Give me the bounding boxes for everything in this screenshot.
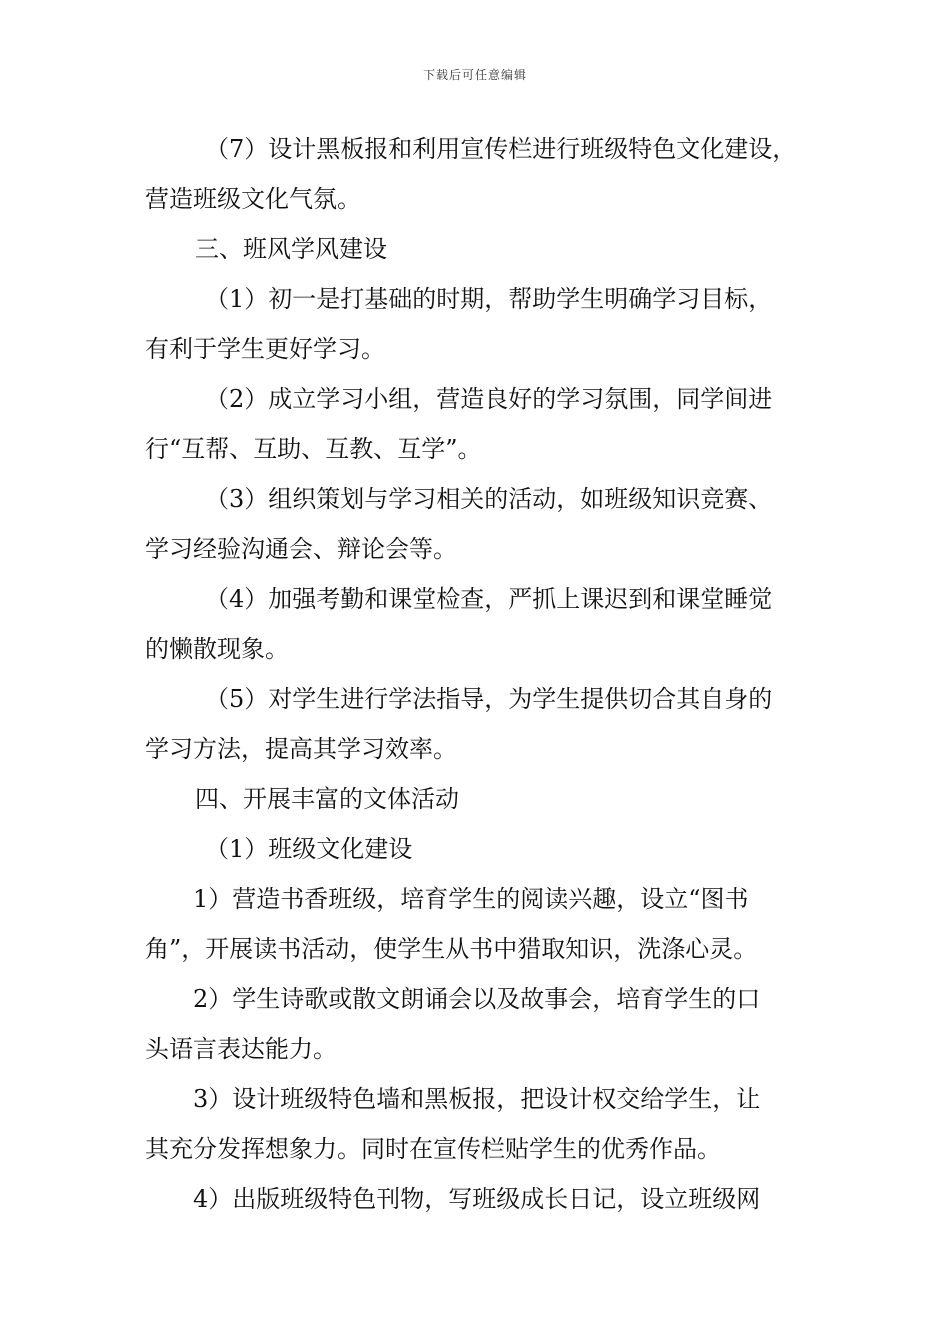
paragraph-line: （2）成立学习小组，营造良好的学习氛围，同学间进 xyxy=(205,385,773,413)
paragraph-line: 学习方法，提高其学习效率。 xyxy=(145,735,457,763)
paragraph-line: 学习经验沟通会、辩论会等。 xyxy=(145,535,457,563)
paragraph-line: 2）学生诗歌或散文朗诵会以及故事会，培育学生的口 xyxy=(193,985,761,1013)
paragraph-line: （3）组织策划与学习相关的活动，如班级知识竞赛、 xyxy=(205,485,773,513)
paragraph-line: （5）对学生进行学法指导，为学生提供切合其自身的 xyxy=(205,685,773,713)
paragraph-line: 营造班级文化气氛。 xyxy=(145,185,361,213)
paragraph-line: 其充分发挥想象力。同时在宣传栏贴学生的优秀作品。 xyxy=(145,1135,721,1163)
paragraph-line: 1）营造书香班级，培育学生的阅读兴趣，设立“图书 xyxy=(193,885,749,913)
paragraph-line: 角”，开展读书活动，使学生从书中猎取知识，洗涤心灵。 xyxy=(145,935,758,963)
paragraph-line: （1）初一是打基础的时期，帮助学生明确学习目标， xyxy=(205,285,773,313)
paragraph-line: （4）加强考勤和课堂检查，严抓上课迟到和课堂睡觉 xyxy=(205,585,773,613)
paragraph-line: 3）设计班级特色墙和黑板报，把设计权交给学生，让 xyxy=(193,1085,761,1113)
paragraph-line: 有利于学生更好学习。 xyxy=(145,335,385,363)
paragraph-line: 4）出版班级特色刊物，写班级成长日记，设立班级网 xyxy=(193,1185,761,1213)
section-heading: 四、开展丰富的文体活动 xyxy=(195,785,459,813)
paragraph-line: 行“互帮、互助、互教、互学”。 xyxy=(145,435,482,463)
page-header: 下载后可任意编辑 xyxy=(422,68,527,82)
subsection-heading: （1）班级文化建设 xyxy=(205,835,413,863)
document-body xyxy=(145,124,815,1224)
paragraph-line: 的懒散现象。 xyxy=(145,635,289,663)
section-heading: 三、班风学风建设 xyxy=(195,235,387,263)
paragraph-line: （7）设计黑板报和利用宣传栏进行班级特色文化建设， xyxy=(205,135,797,163)
paragraph-line: 头语言表达能力。 xyxy=(145,1035,337,1063)
